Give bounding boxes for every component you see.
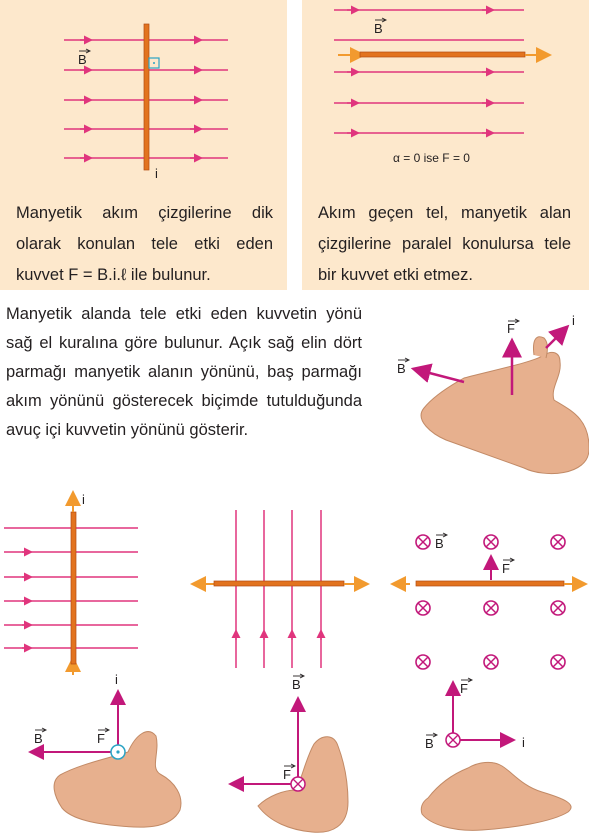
label-B: B [397,361,406,376]
label-F: F [507,321,515,336]
label-B: B [78,52,87,67]
right-hand-rule-text: Manyetik alanda tele etki eden kuvvetin yönü sağ el kuralına göre bulunur. Açık sağ elin dört parmağı manyetik alanın yönünü, baş parmağı akım yönünü gösterecek biçimde tutulduğunda avuç içi kuvvetin yönünü gösterir. [6,305,362,439]
parallel-wire-panel [302,0,589,290]
label-i: i [82,492,85,507]
wire [71,512,76,664]
zero-force-formula: α = 0 ise F = 0 [393,151,470,165]
perpendicular-description: Manyetik akım çizgilerine dik olarak konulan tele etki eden kuvvet F = B.i.ℓ ile bulunur. [16,204,273,284]
label-F: F [97,731,105,746]
wire [214,581,344,586]
wire [144,24,149,170]
perpendicular-wire-diagram [0,0,287,190]
wire [416,581,564,586]
label-B: B [374,21,383,36]
label-F: F [502,561,510,576]
into-page-field-symbols [416,535,565,669]
bottom-figure-2 [188,490,378,839]
label-B: B [425,736,434,751]
label-i: i [522,735,525,750]
label-i: i [572,313,575,328]
label-B: B [292,677,301,692]
bottom-figure-3 [392,490,589,839]
perpendicular-wire-panel [0,0,287,290]
label-B: B [34,731,43,746]
right-hand-illustration [384,300,589,480]
bottom-figure-1 [0,490,180,839]
field-lines [236,510,321,668]
label-F: F [460,681,468,696]
label-B: B [435,536,444,551]
label-F: F [283,767,291,782]
parallel-description: Akım geçen tel, manyetik alan çizgilerine paralel konulursa tele bir kuvvet etki etmez. [318,204,571,284]
label-i: i [115,672,118,687]
label-i: i [155,166,158,181]
field-lines [334,10,524,133]
hand-shape [421,352,589,473]
hand-shape [421,762,571,830]
wire [360,52,525,57]
